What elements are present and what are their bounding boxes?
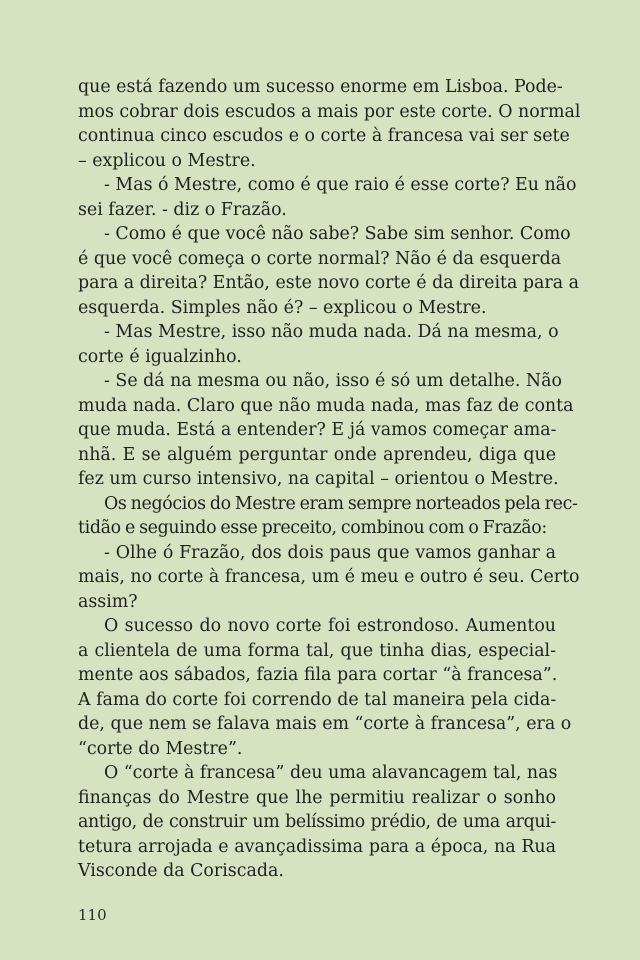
text-line: continua cinco escudos e o corte à francesa vai ser sete (78, 126, 570, 146)
text-line: - Como é que você não sabe? Sabe sim senhor. Como (104, 224, 571, 244)
text-line: de, que nem se falava mais em “corte à francesa”, era o (78, 714, 572, 734)
text-line: assim? (78, 591, 138, 612)
text-line: corte é igualzinho. (78, 346, 242, 367)
text-line: O sucesso do novo corte foi estrondoso. Aumentou (104, 616, 556, 636)
text-line: nhã. E se alguém perguntar onde aprendeu, diga que (78, 444, 556, 465)
text-line: que está fazendo um sucesso enorme em Lisboa. Pode- (78, 77, 563, 97)
text-line: Visconde da Coriscada. (78, 861, 284, 881)
text-line: – explicou o Mestre. (78, 150, 256, 171)
text-line: para a direita? Então, este novo corte é da direita para a (78, 273, 579, 293)
text-line: tidão e seguindo esse preceito, combinou com o Frazão: (78, 518, 547, 538)
text-line: Os negócios do Mestre eram sempre norteados pela rec- (104, 493, 578, 514)
body-text (78, 75, 581, 884)
text-line: a clientela de uma forma tal, que tinha dias, especial- (78, 640, 556, 661)
text-line: A fama do corte foi correndo de tal maneira pela cida- (78, 689, 557, 710)
text-line: “corte do Mestre”. (78, 738, 243, 759)
text-line: mente aos sábados, fazia fila para cortar “à francesa”. (78, 665, 558, 685)
text-line: O “corte à francesa” deu uma alavancagem tal, nas (104, 763, 558, 783)
text-line: mos cobrar dois escudos a mais por este corte. O normal (78, 101, 581, 122)
text-line: tetura arrojada e avançadissima para a época, na Rua (78, 836, 556, 857)
text-line: - Olhe ó Frazão, dos dois paus que vamos ganhar a (104, 542, 556, 563)
text-line: mais, no corte à francesa, um é meu e outro é seu. Certo (78, 567, 580, 587)
text-line: antigo, de construir um belíssimo prédio, de uma arqui- (78, 812, 556, 832)
text-line: sei fazer. - diz o Frazão. (78, 199, 287, 220)
page-number: 110 (78, 906, 107, 924)
text-line: é que você começa o corte normal? Não é da esquerda (78, 248, 562, 269)
text-line: que muda. Está a entender? E já vamos começar ama- (78, 420, 557, 440)
text-line: - Mas ó Mestre, como é que raio é esse corte? Eu não (104, 175, 577, 195)
text-line: esquerda. Simples não é? – explicou o Mestre. (78, 297, 487, 318)
text-line: - Mas Mestre, isso não muda nada. Dá na mesma, o (104, 322, 559, 342)
text-line: - Se dá na mesma ou não, isso é só um detalhe. Não (104, 371, 562, 391)
text-line: muda nada. Claro que não muda nada, mas faz de conta (78, 395, 574, 416)
text-line: finanças do Mestre que lhe permitiu realizar o sonho (78, 787, 556, 808)
text-line: fez um curso intensivo, na capital – orientou o Mestre. (78, 469, 559, 489)
